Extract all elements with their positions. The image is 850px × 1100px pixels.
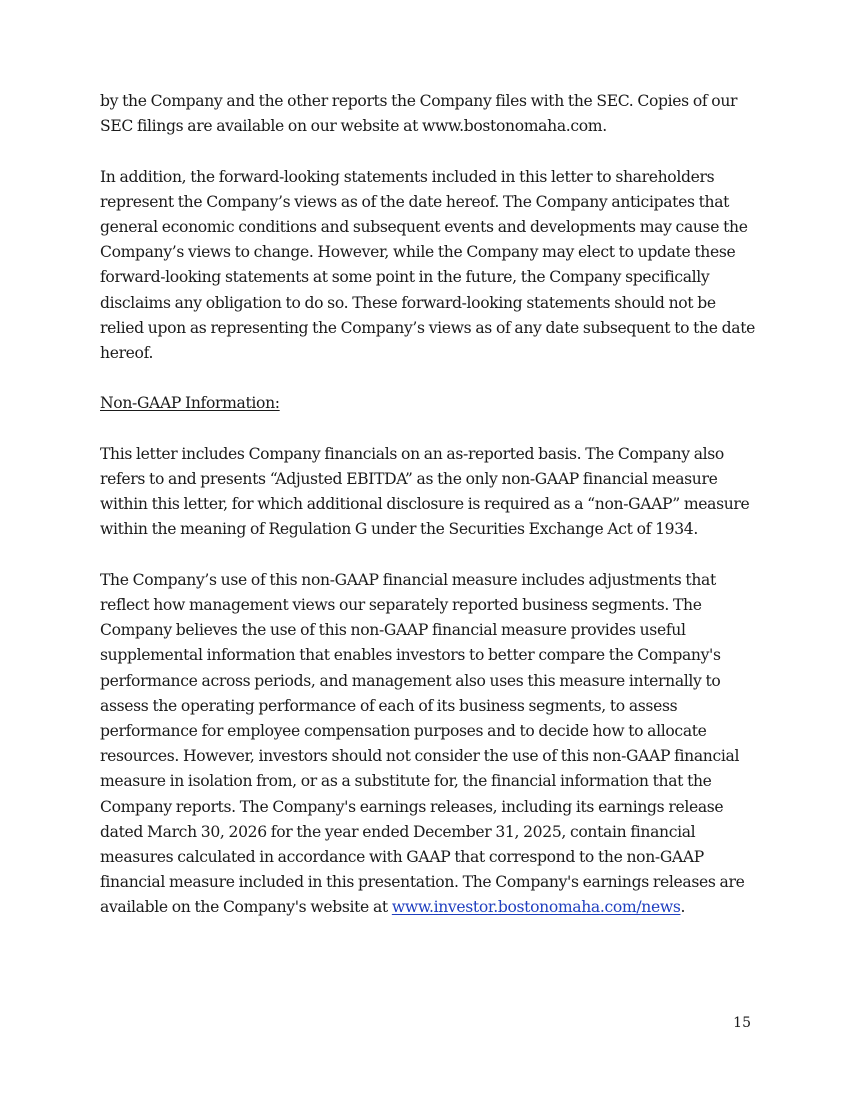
paragraph-non-gaap-use-text: The Company’s use of this non-GAAP financial measure includes adjustments that reflect how management views our separately reported business segments. The Company believes the use of this non-GAAP financial measure provides useful supplemental information that enables investors to better compare the Company's performance across periods, and management also uses this measure internally to assess the operating performance of each of its business segments, to assess performance for employee compensation purposes and to decide how to allocate resources. However, investors should not consider the use of this non-GAAP financial measure in isolation from, or as a substitute for, the financial information that the Company reports. The Company's earnings releases, including its earnings release dated March 30, 2026 for the year ended December 31, 2025, contain financial measures calculated in accordance with GAAP that correspond to the non-GAAP financial measure included in this presentation. The Company's earnings releases are available on the Company's website at <box>100 570 745 917</box>
paragraph-non-gaap-use <box>100 568 756 921</box>
paragraph-adjusted-ebitda: This letter includes Company financials on an as-reported basis. The Company also refers to and presents “Adjusted EBITDA” as the only non-GAAP financial measure within this letter, for which additional disclosure is required as a “non-GAAP” measure within the meaning of Regulation G under the Securities Exchange Act of 1934. <box>100 444 750 539</box>
paragraph-sec-filings: by the Company and the other reports the Company files with the SEC. Copies of our SEC filings are available on our website at www.bostonomaha.com. <box>100 92 738 136</box>
link-period: . <box>680 898 686 917</box>
investor-news-link[interactable]: www.investor.bostonomaha.com/news <box>391 898 681 917</box>
paragraph-forward-looking: In addition, the forward-looking statements included in this letter to shareholders represent the Company’s views as of the date hereof. The Company anticipates that general economic conditions and subsequent events and developments may cause the Company’s views to change. However, while the Company may elect to update these forward-looking statements at some point in the future, the Company specifically disclaims any obligation to do so. These forward-looking statements should not be relied upon as representing the Company’s views as of any date subsequent to the date hereof. <box>100 167 756 363</box>
page-number: 15 <box>733 1015 751 1031</box>
section-heading-non-gaap: Non-GAAP Information: <box>100 394 280 413</box>
document-body <box>100 89 756 946</box>
